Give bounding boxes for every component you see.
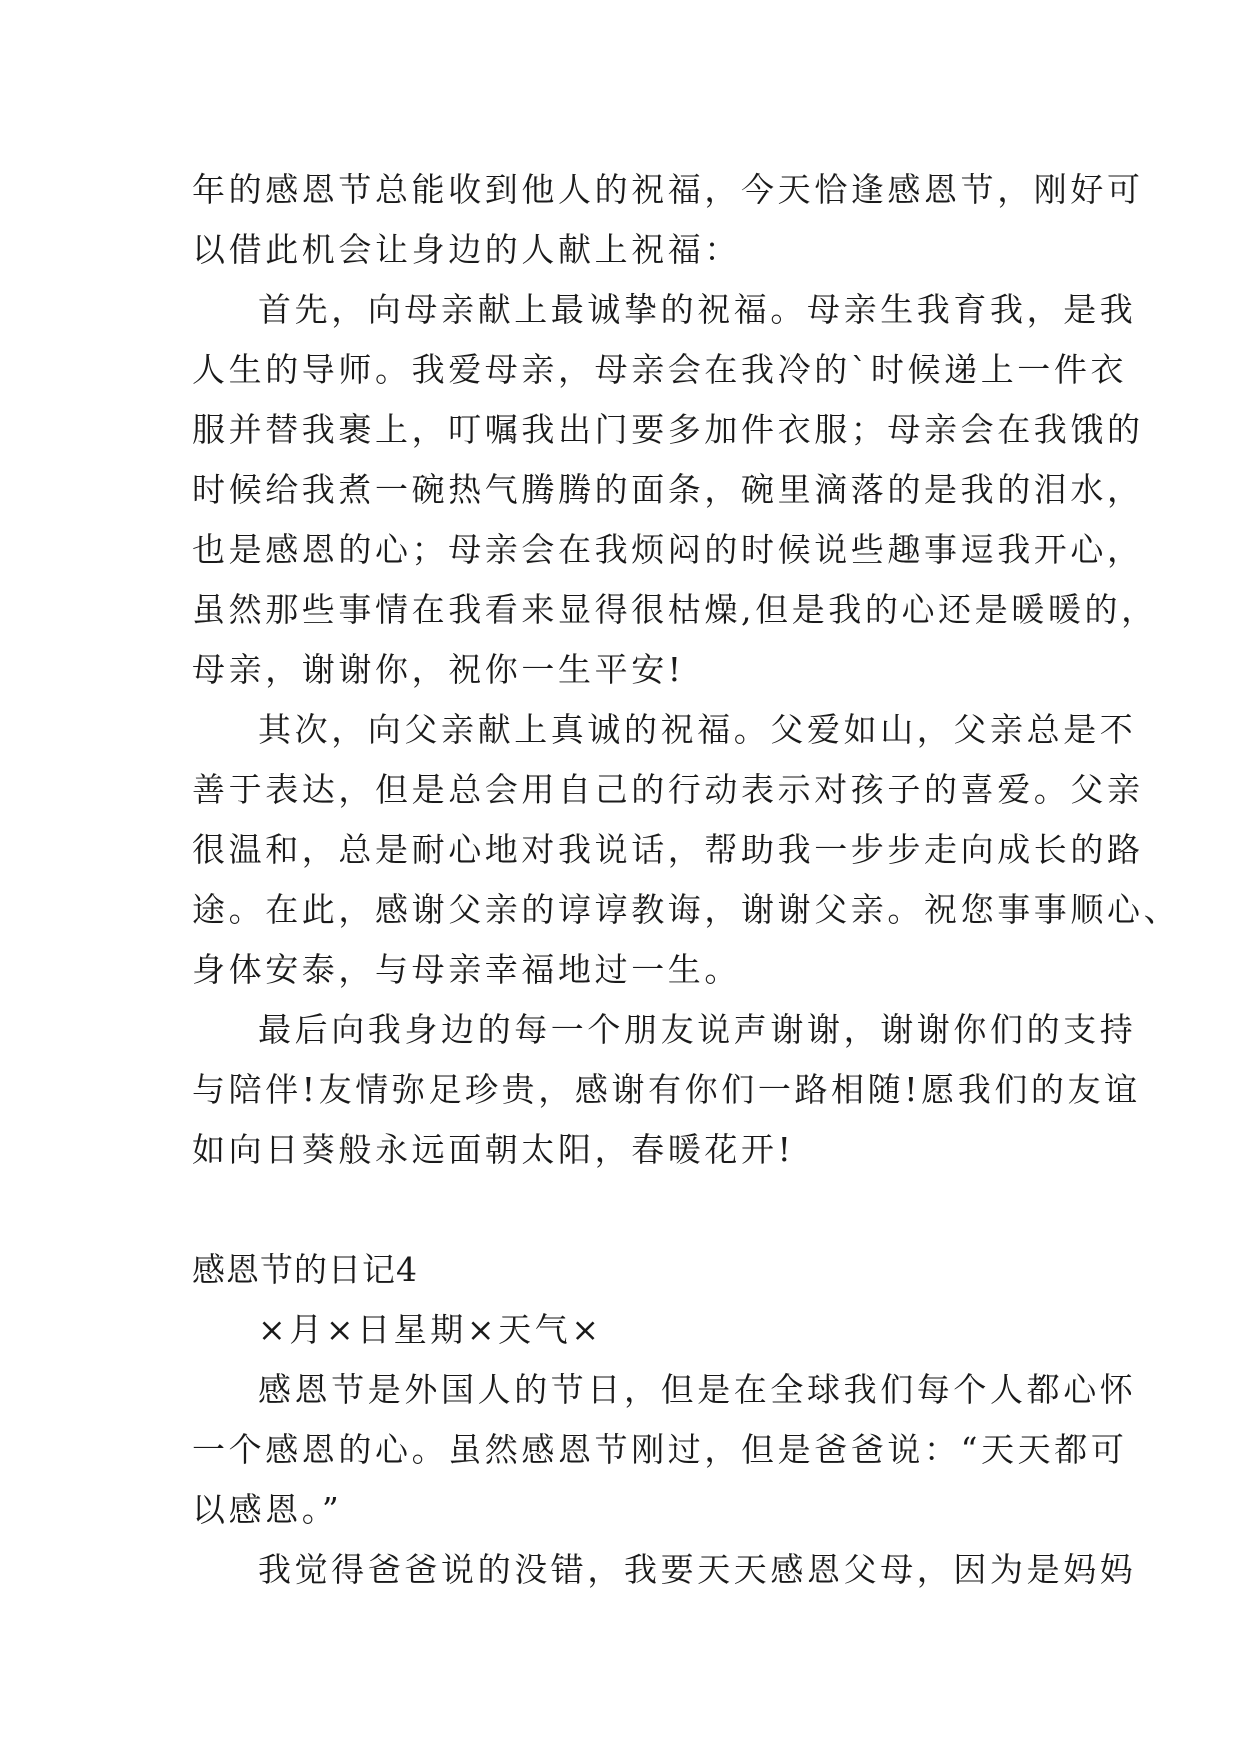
paragraph-line: 也是感恩的心；母亲会在我烦闷的时候说些趣事逗我开心，: [192, 530, 1144, 569]
thanksgiving-paragraph: [192, 1360, 1137, 1540]
intro-paragraph: [192, 160, 1144, 280]
paragraph-line: 我觉得爸爸说的没错，我要天天感恩父母，因为是妈妈: [258, 1550, 1137, 1589]
paragraph-line: 如向日葵般永远面朝太阳，春暖花开!: [192, 1130, 795, 1169]
paragraph-line: 首先，向母亲献上最诚挚的祝福。母亲生我育我，是我: [258, 290, 1137, 329]
paragraph-line: 虽然那些事情在我看来显得很枯燥,但是我的心还是暖暖的，: [192, 590, 1158, 629]
paragraph-line: 其次，向父亲献上真诚的祝福。父爱如山，父亲总是不: [258, 710, 1137, 749]
paragraph-line: 善于表达，但是总会用自己的行动表示对孩子的喜爱。父亲: [192, 770, 1144, 809]
paragraph-line: 年的感恩节总能收到他人的祝福，今天恰逢感恩节，刚好可: [192, 170, 1144, 209]
paragraph-line: 很温和，总是耐心地对我说话，帮助我一步步走向成长的路: [192, 830, 1144, 869]
paragraph-line: 与陪伴!友情弥足珍贵，感谢有你们一路相随!愿我们的友谊: [192, 1070, 1141, 1109]
paragraph-line: 途。在此，感谢父亲的谆谆教诲，谢谢父亲。祝您事事顺心、: [192, 890, 1181, 929]
father-paragraph: [192, 700, 1181, 1000]
last-paragraph: [192, 1540, 1137, 1600]
paragraph-line: 服并替我裹上，叮嘱我出门要多加件衣服；母亲会在我饿的: [192, 410, 1144, 449]
paragraph-line: 人生的导师。我爱母亲，母亲会在我冷的`时候递上一件衣: [192, 350, 1128, 389]
friends-paragraph: [192, 1000, 1141, 1180]
paragraph-line: 母亲，谢谢你，祝你一生平安!: [192, 650, 685, 689]
paragraph-line: 以感恩。”: [192, 1490, 343, 1529]
document-body: [192, 160, 1181, 1600]
paragraph-line: 以借此机会让身边的人献上祝福：: [192, 230, 741, 269]
paragraph-line: 最后向我身边的每一个朋友说声谢谢，谢谢你们的支持: [258, 1010, 1137, 1049]
date-line: ×月×日星期×天气×: [258, 1310, 603, 1349]
section-title: 感恩节的日记4: [192, 1250, 418, 1289]
paragraph-line: 时候给我煮一碗热气腾腾的面条，碗里滴落的是我的泪水，: [192, 470, 1144, 509]
paragraph-line: 身体安泰，与母亲幸福地过一生。: [192, 950, 741, 989]
mother-paragraph: [192, 280, 1158, 700]
paragraph-line: 感恩节是外国人的节日，但是在全球我们每个人都心怀: [258, 1370, 1137, 1409]
paragraph-line: 一个感恩的心。虽然感恩节刚过，但是爸爸说：“天天都可: [192, 1430, 1128, 1469]
